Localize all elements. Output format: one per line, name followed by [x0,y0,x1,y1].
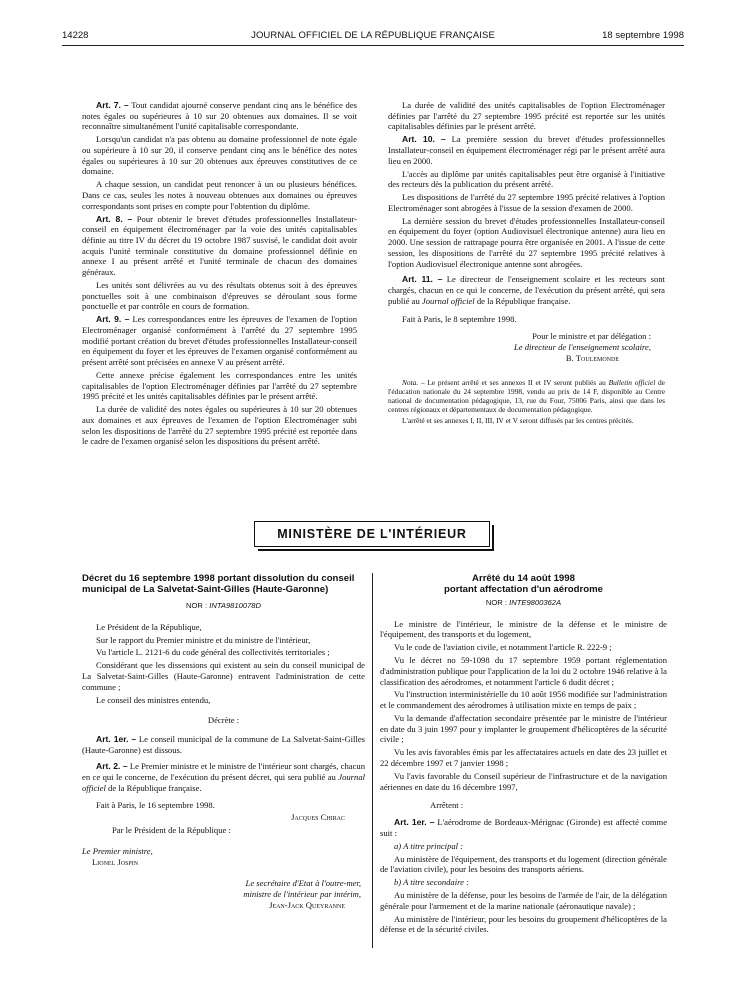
issue-date: 18 septembre 1998 [602,30,684,41]
paragraph: Au ministère de l'intérieur, pour les besoins du groupement d'hélicoptères de la défense et de la sécurité civiles. [380,913,667,935]
paragraph: Vu les avis favorables émis par les affectataires actuels en date des 23 juillet et 22 décembre 1997 et 7 janvier 1998 ; [380,747,667,769]
date-place: Fait à Paris, le 8 septembre 1998. [402,314,517,325]
paragraph: Vu l'instruction interministérielle du 10 août 1956 modifiée sur l'administration et le commandement des aérodromes à utilisation mixte en temps de paix ; [380,689,667,711]
arrete-title: Arrêté du 14 août 1998 portant affectation d'un aérodrome [444,573,603,595]
header-rule [62,45,684,46]
article-2: Art. 2. – Le Premier ministre et le ministre de l'intérieur sont chargés, chacun en ce qui le concerne, de l'exécution du présent décret, qui sera publié au Journal officiel de la République française. [82,761,365,793]
sub-b: b) A titre secondaire : [394,877,469,888]
page-number: 14228 [62,30,89,41]
article-1: Art. 1er. – L'aérodrome de Bordeaux-Mérignac (Gironde) est affecté comme suit : [380,817,668,838]
by-president: Par le Président de la République : [112,825,231,836]
paragraph: Les dispositions de l'arrêté du 27 septembre 1995 précité relatives à l'option Electroménager sont abrogées à l'issue de la session d'examen de 2000. [388,192,665,213]
paragraph: La durée de validité des notes égales ou supérieures à 10 sur 20 obtenues aux domaines et aux épreuves de l'examen de l'option Electroménager subi selon les dispositions de l'arrêté du 27 septembre 1995 précité est reportée dans le cadre de l'examen organisé selon les dispositions du présent arrêté. [82,404,357,447]
decree-title: Décret du 16 septembre 1998 portant dissolution du conseil municipal de La Salvetat-Saint-Gilles (Haute-Garonne) [82,573,355,595]
article-label: Art. 1er. – [96,734,137,745]
article-11: Art. 11. – Le directeur de l'enseignement scolaire et les recteurs sont chargés, chacun en ce qui le concerne, de l'exécution du présent arrêté, qui sera publié au Journal officiel de la République française. [388,274,666,306]
paragraph: Considérant que les dissensions qui existent au sein du conseil municipal de La Salvetat-Saint-Gilles (Haute-Garonne) entravent l'administration de cette commune ; [82,660,365,692]
date-place: Fait à Paris, le 16 septembre 1998. [96,799,215,810]
signatory-name: B. Toulemonde [565,353,619,364]
column-left-top [82,100,357,449]
paragraph: Vu l'avis favorable du Conseil supérieur de l'infrastructure et de la navigation aériennes en date du 16 décembre 1997, [380,770,667,792]
paragraph: La dernière session du brevet d'études professionnelles Installateur-conseil en équipement du foyer (option Audiovisuel électronique antenne) aura lieu en 2000. Une session de rattrapage pourra être organisée en 2001. A l'issue de cette session, les dispositions de l'arrêté du 27 septembre 1995 précité relatives à l'option Audiovisuel électronique antenne sont abrogées. [388,215,665,269]
secretary-title-2: ministre de l'intérieur par intérim, [243,889,361,900]
paragraph: Cette annexe précise également les correspondances entre les unités capitalisables de l'option Electroménager définies par l'arrêté du 27 septembre 1995 précité et les unités capitalisables définies par le présent arrêté. [82,370,357,402]
paragraph: Sur le rapport du Premier ministre et du ministre de l'intérieur, [96,634,311,645]
article-label: Art. 11. – [402,274,443,285]
article-label: Art. 1er. – [394,817,435,828]
secretary-name: Jean-Jack Queyranne [269,900,345,911]
article-label: Art. 8. – [96,213,133,224]
article-9: Art. 9. – Les correspondances entre les épreuves de l'examen de l'option Electroménager organisé conformément à l'arrêté du 27 septembre 1995 modifié portant création du brevet d'études professionnelles Installateur-conseil en équipement du foyer et les épreuves de l'examen organisé conformément au présent arrêté sont précisées en annexe V au présent arrêté. [82,314,357,368]
pm-name: Lionel Jospin [92,857,139,868]
article-7: Art. 7. – Tout candidat ajourné conserve pendant cinq ans le bénéfice des notes égales ou supérieures à 10 sur 20 obtenues aux domaines. Il se voit reconnaître simultanément l'unité capitalisable correspondante. [82,100,357,132]
article-label: Art. 10. – [402,134,446,145]
paragraph: Vu le code de l'aviation civile, et notamment l'article R. 222-9 ; [394,642,612,653]
paragraph: Au ministère de la défense, pour les besoins de l'armée de l'air, de la délégation générale pour l'armement et de la marine nationale (aéronautique navale) ; [380,890,667,911]
paragraph: Le ministre de l'intérieur, le ministre de la défense et le ministre de l'équipement, des transports et du logement, [380,618,667,640]
paragraph: A chaque session, un candidat peut renoncer à un ou plusieurs bénéfices. Dans ce cas, seules les notes à nouveau obtenues aux domaines ou épreuves correspondants sont prises en compte pour l'obtention du diplôme. [82,179,357,211]
signatory-title: Le directeur de l'enseignement scolaire, [514,342,651,353]
article-label: Art. 2. – [96,761,128,772]
article-label: Art. 9. – [96,314,130,325]
president-name: Jacques Chirac [291,812,345,823]
ministry-heading: MINISTÈRE DE L'INTÉRIEUR [254,521,490,547]
article-1: Art. 1er. – Le conseil municipal de la commune de La Salvetat-Saint-Gilles (Haute-Garonne) est dissous. [82,734,365,755]
secretary-title: Le secrétaire d'Etat à l'outre-mer, [245,878,361,889]
nota: Nota. – Le présent arrêté et ses annexes II et IV seront publiés au Bulletin officiel de l'éducation nationale du 24 septembre 1998, vendu au prix de 14 F, disponible au Centre national de documentation pédagogique, 13, rue du Four, 75006 Paris, ainsi que dans les centres régionaux et départementaux de documentation pédagogique. [388,378,665,415]
pm-title: Le Premier ministre, [82,846,153,857]
paragraph: Le Président de la République, [96,621,202,632]
article-label: Art. 7. – [96,100,129,110]
column-right-bottom [380,573,667,937]
arretent-heading: Arrêtent : [430,800,464,811]
paragraph: Vu le décret no 59-1098 du 17 septembre 1959 portant réglementation d'administration publique pour l'application de la loi du 2 octobre 1946 relative à la classification des aérodromes, et notamment l'article 6 dudit décret ; [380,655,667,687]
journal-title: JOURNAL OFFICIEL DE LA RÉPUBLIQUE FRANÇAISE [251,30,495,41]
column-divider [372,573,373,948]
article-8: Art. 8. – Pour obtenir le brevet d'études professionnelles Installateur-conseil en équipement électroménager par la voie des unités capitalisables définie au titre IV du décret du 19 octobre 1987 susvisé, le candidat doit avoir acquis l'unité terminale constitutive du domaine professionnel définie en annexe I au présent arrêté et l'unité terminale de chacun des domaines généraux. [82,213,357,278]
article-10: Art. 10. – La première session du brevet d'études professionnelles Installateur-conseil en équipement électroménager régi par le présent arrêté aura lieu en 2000. [388,134,665,166]
sub-a: a) A titre principal : [394,840,464,851]
paragraph: Lorsqu'un candidat n'a pas obtenu au domaine professionnel de note égale ou supérieure à 10 sur 20, il conserve pendant cinq ans le bénéfice des notes égales ou supérieures à 10 sur 20 obtenues aux épreuves constitutives de ce domaine. [82,134,357,177]
nota-2: L'arrêté et ses annexes I, II, III, IV et V seront diffusés par les centres précités. [402,416,634,426]
paragraph: Le conseil des ministres entendu, [96,694,211,705]
nor-reference: NOR : INTE9800362A [485,598,562,607]
decrete-heading: Décrète : [207,715,240,726]
paragraph: Au ministère de l'équipement, des transports et du logement (direction générale de l'aviation civile), pour les besoins des transports aériens. [380,853,667,875]
paragraph: Vu l'article L. 2121-6 du code général des collectivités territoriales ; [96,647,330,658]
nor-reference: NOR : INTA9810078D [185,601,261,610]
paragraph: La durée de validité des unités capitalisables de l'option Electroménager définies par l'arrêté du 27 septembre 1995 précité est reportée sur les unités capitalisables définies par le présent arrêté. [388,100,665,132]
paragraph: L'accès au diplôme par unités capitalisables peut être organisé à l'initiative des recteurs dès la publication du présent arrêté. [388,168,665,190]
paragraph: Vu la demande d'affectation secondaire présentée par le ministre de l'intérieur en date du 3 juin 1997 pour y implanter le groupement d'hélicoptères de la sécurité civile ; [380,713,667,745]
paragraph: Les unités sont délivrées au vu des résultats obtenus soit à des épreuves ponctuelles soit à une combinaison d'épreuves se déroulant sous forme ponctuelle et par contrôle en cours de formation. [82,280,357,312]
column-right-top [388,100,665,427]
column-left-bottom [82,573,365,911]
delegation-line: Pour le ministre et par délégation : [532,331,651,342]
